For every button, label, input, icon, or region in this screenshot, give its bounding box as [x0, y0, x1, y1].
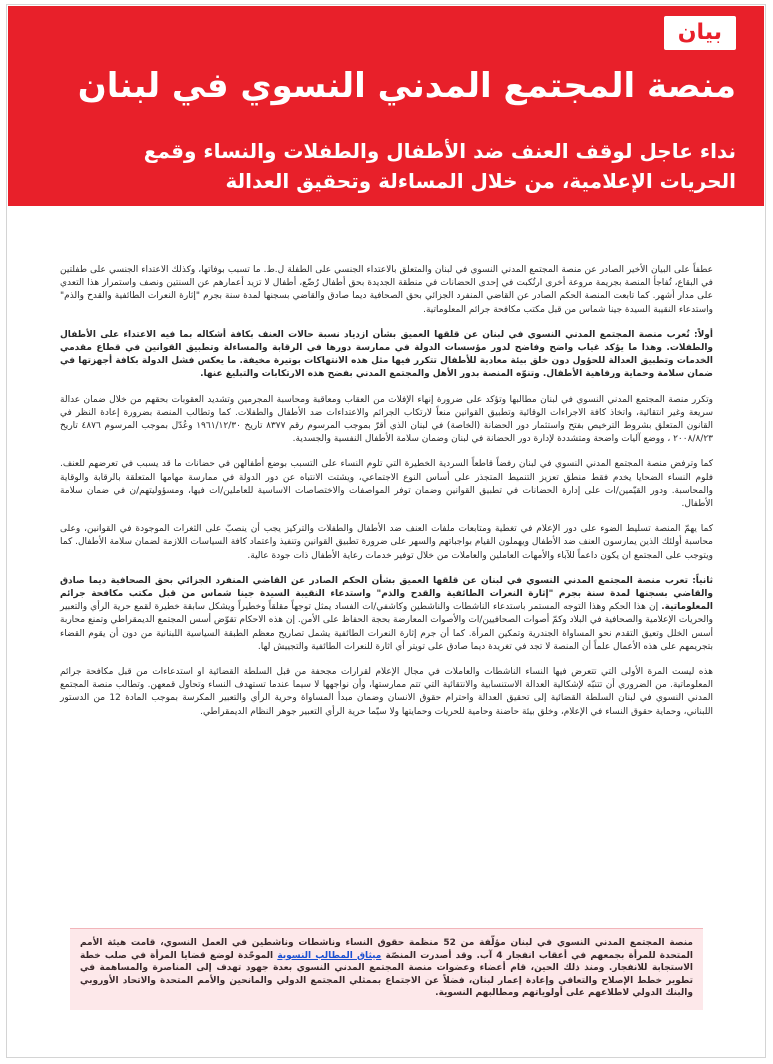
- page-subtitle: [28, 136, 736, 196]
- body-paragraph-first-point: أولاً: تُعرب منصة المجتمع المدني النسوي في لبنان عن قلقها العميق بشأن ازدياد نسبة حالات العنف بكافة أشكاله بما فيه الاعتداء على الأطفال والطفلات. وهذا ما يؤكد غياب واضح وفاضح لدور مؤسسات الدولة في ممارسة دورها في الرقابة والمساءلة وتطبيق القوانين في قطاع مقدمي الخدمات وتطبيق العدالة للحؤول دون خلق بيئة معادية للأطفال تتكرر فيها مثل هذه الانتهاكات بوتيرة مخيفة. ما يعكس فشل الدولة بكافة أجهزتها في ضمان سلامة وحماية ورفاهية الأطفال. وتنوّه المنصة بدور الأهل والمجتمع المدني بفضح هذه الارتكابات والتبليغ عنها.: [60, 329, 713, 380]
- about-text-part-1: منصة المجتمع المدني النسوي في لبنان مؤلّفة من 52 منظمة حقوق النساء وناشطات وناشطين في العمل النسوي، قامت هيئة الأمم المتحدة للمرأة بجمعهم في أعقاب انفجار 4 آب. وقد أصدرت المنصّة: [80, 938, 694, 961]
- platform-about-box: [70, 928, 703, 1010]
- statement-header: [8, 6, 764, 206]
- subtitle-line-2: الحريات الإعلامية، من خلال المساءلة وتحقيق العدالة: [225, 169, 736, 193]
- about-text-part-2: الموحّدة لوضع قضايا المرأة في صلب خطة الاستجابة للانفجار. ومنذ ذلك الحين، قام أعضاء وعضوات منصة المجتمع المدني النسوي بعدة جهود تهدف إلى المناصرة والمساهمة في تطوير خطط الإصلاح والتعافي وإعادة إعمار لبنان، فضلاً عن الاجتماع بممثلي المجتمع الدولي والمانحين والأمم المتحدة والاتحاد الأوروبي والبنك الدولي لاطلاعهم على أولوياتهم ومطالبهم النسوية.: [80, 950, 693, 998]
- body-paragraph-media: كما يهمّ المنصة تسليط الضوء على دور الإعلام في تغطية ومتابعات ملفات العنف ضد الأطفال والطفلات والتركيز يجب أن ينصبّ على الثغرات الموجودة في القوانين، وعلى محاسبة أولئك الذين يمارسون العنف ضد الأطفال ويهملون القيام بواجباتهم والسهر على ضرورة تطبيق القوانين وتنفيذ واعتماد كافة السياسات اللازمة لضمان سلامة الأطفال. كما ويتوجب على المجتمع ان يكون داعماً للآباء والأمهات العاملين والعاملات من خلال توفير خدمات رعاية الأطفال ذات جودة عالية.: [60, 524, 713, 561]
- body-paragraph-closing: هذه ليست المرة الأولى التي تتعرض فيها النساء الناشطات والعاملات في مجال الإعلام لقرارات مجحفة من قبل السلطة القضائية او استدعاءات من قبل مكافحة جرائم المعلوماتية. من الضروري أن تتنبّه لإشكالية العدالة الاستنسابية والانتقائية التي تتم ممارستها، وأن نواجهها لا سيما عندما تستهدف النساء وتحاول قمعهن. وتطالب منصة المجتمع المدني النسوي في لبنان السلطة القضائية إلى تحقيق العدالة واحترام حقوق الانسان وضمان مبدأ المساواة وحرية الرأي والتعبير المكرسة بموجب المادة 12 من الدستور اللبناني، وحماية حقوق النساء في الإعلام، وخلق بيئة حاضنة وحامية للحريات وحمايتها ولا سيّما حرية الرأي التعبير جوهر النظام الديمقراطي.: [60, 667, 713, 717]
- body-paragraph-blame: كما وترفض منصة المجتمع المدني النسوي في لبنان رفضاً قاطعاً السردية الخطيرة التي تلوم النساء على التسبب بوضع أطفالهن في حضانات ما قد يسبب في تعرضهم للعنف. فلوم النساء الضحايا يخدم فقط منطق تعزيز التنميط المتجذر على أساس النوع الاجتماعي، ويشتت الانتباه عن دور الدولة في ممارسة مهامها المتعلقة بالرقابة والوقاية والمحاسبة. ودور القيّمين/ات على إدارة الحضانات في تطبيق القوانين وضمان توفر المواصفات والاختصاصات الاساسية للعاملين/ات فيها، ومسؤوليتهم/ن في ضمان سلامة الأطفال.: [60, 459, 713, 510]
- second-point-text: إن هذا الحكم وهذا التوجه المستمر باستدعاء الناشطات والناشطين وكاشفي/ات الفساد يمثل توجهاً مقلقاً وخطيراً ويشكل سابقة خطيرة لقمع حرية الرأي والتعبير والحريات الإعلامية والصحافية في البلاد وكمّ أصوات الصحافيين/ات والأصوات المعارضة بحجة الحفاظ على الأمن. إن هذه الاحكام تقوّض أسس المجتمع الديمقراطي وتمنع محاربة أسس الخلل وتعيق التقدم نحو المساواة الجندرية وتمكين المرأة. كما أن جرم إثارة النعرات الطائفية يشمل تصاريح معظم الطبقة السياسية اللبنانية من دون أن يقوم القضاء بتجريمهم على هذه الأعمال علماً أن المنصة لا تجد في تغريدة ديما صادق على تويتر أي اثارة للنعرات الطائفية والتجييش لها.: [60, 602, 713, 652]
- statement-body: [60, 264, 713, 731]
- body-paragraph-demands: وتكرر منصة المجتمع المدني النسوي في لبنان مطالبها وتؤكد على ضرورة إنهاء الإفلات من العقاب ومعاقبة ومحاسبة المجرمين وتشديد العقوبات بحقهم من خلال ضمان عدالة سريعة وغير انتقائية، واتخاذ كافة الاجراءات الوقائية وتطبيق القوانين منعاً لارتكاب الجرائم والاعتداءات ضد الأطفال والطفلات. كما وتطالب المنصة بضرورة إعادة النظر في القانون المتعلق بشروط الترخيص بفتح واستثمار دور الحضانة (الخاصة) في لبنان الذي أقرّ بموجب المرسوم رقم ٨٣٧٧ تاريخ ١٩٦١/١٢/٣٠ وعُدّل بموجب المرسوم ٤٨٧٦ تاريخ ٢٠٠٨/٨/٢٣ ، ووضع آليات واضحة ومتشددة لإدارة دور الحضانة في لبنان وضمان سلامة الأطفال النفسية والجسدية.: [60, 394, 714, 445]
- feminist-charter-link[interactable]: ميثاق المطالب النسوية: [277, 950, 382, 961]
- second-point-heading: ثانياً: تعرب منصة المجتمع المدني النسوي في لبنان عن قلقها العميق بشأن الحكم الصادر عن القاضي المنفرد الجزائي بحق الصحافية ديما صادق والقاضي بسجنها لمدة سنة بجرم "إثارة النعرات الطائفية والقدح والذم" واستدعاء النقيبة السيدة جينا شماس من قبل مكتب مكافحة جرائم المعلوماتية.: [60, 575, 713, 613]
- body-paragraph-second-point: [60, 575, 713, 654]
- subtitle-line-1: نداء عاجل لوقف العنف ضد الأطفال والطفلات والنساء وقمع: [143, 139, 736, 163]
- statement-badge: بيان: [664, 16, 736, 50]
- body-paragraph-intro: عطفاً على البيان الأخير الصادر عن منصة المجتمع المدني النسوي في لبنان والمتعلق بالاعتداء الجنسي على الطفلة ل.ط. ما تسبب بوفاتها، وكذلك الاعتداء الجنسي على طفلتين في البقاع، تُفاجأ المنصة بجريمة مروعة أخرى ارتُكبت في إحدى الحضانات في منطقة الجديدة بحق أطفال رُضّع، أطفال لا تزيد أعمارهم عن السنتين ونصف واستمرار هذا التعدي على مدار أشهر. كما تابعت المنصة الحكم الصادر عن القاضي المنفرد الجزائي بحق الصحافية ديما صادق والقاضي بسجنها لمدة سنة بجرم "إثارة النعرات الطائفية والقدح والذم" واستدعاء النقيبة السيدة جينا شماس من قبل مكتب مكافحة جرائم المعلوماتية.: [60, 265, 713, 315]
- page-title: منصة المجتمع المدني النسوي في لبنان: [77, 66, 736, 106]
